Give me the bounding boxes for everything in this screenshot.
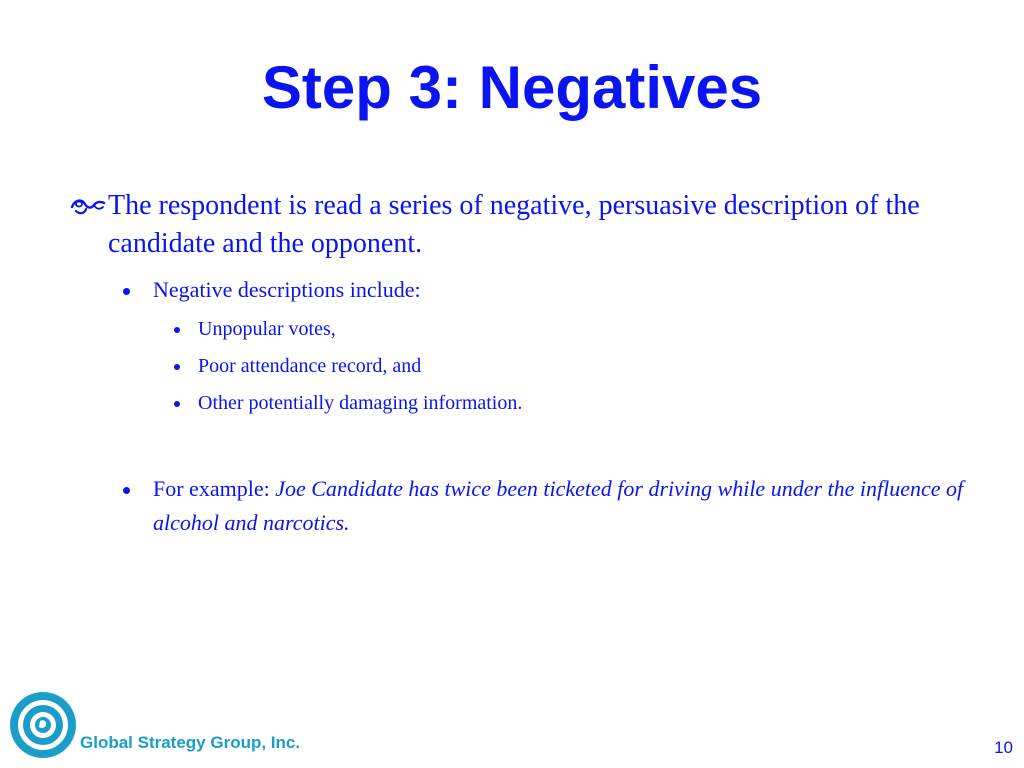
bullet-dot <box>174 401 180 407</box>
bullet-dot <box>174 364 180 370</box>
list-item-text: Poor attendance record, and <box>198 355 422 377</box>
sub-bullet-negatives <box>70 273 970 307</box>
list-item <box>70 385 970 422</box>
bullet-dot <box>174 327 180 333</box>
company-name: Global Strategy Group, Inc. <box>80 733 301 752</box>
bullet-dot <box>123 288 130 295</box>
sub-bullet-example <box>70 472 970 540</box>
main-bullet-text: The respondent is read a series of negative, persuasive description of the candidate and the opponent. <box>108 190 920 259</box>
slide-content <box>70 187 970 540</box>
main-bullet <box>70 187 970 263</box>
slide-title: Step 3: Negatives <box>261 54 763 121</box>
page-number: 10 <box>994 738 1013 757</box>
list-item <box>70 348 970 385</box>
target-logo-icon <box>8 690 78 760</box>
sub-bullet-text: Negative descriptions include: <box>153 277 421 302</box>
list-item-text: Other potentially damaging information. <box>198 392 523 414</box>
example-prefix: For example: <box>153 476 276 501</box>
example-text: Joe Candidate has twice been ticketed for driving while under the influence of alcohol and narcotics. <box>153 476 964 535</box>
list-item <box>70 311 970 348</box>
hand-pointing-icon <box>70 193 106 217</box>
bullet-dot <box>123 487 130 494</box>
list-item-text: Unpopular votes, <box>198 318 336 340</box>
